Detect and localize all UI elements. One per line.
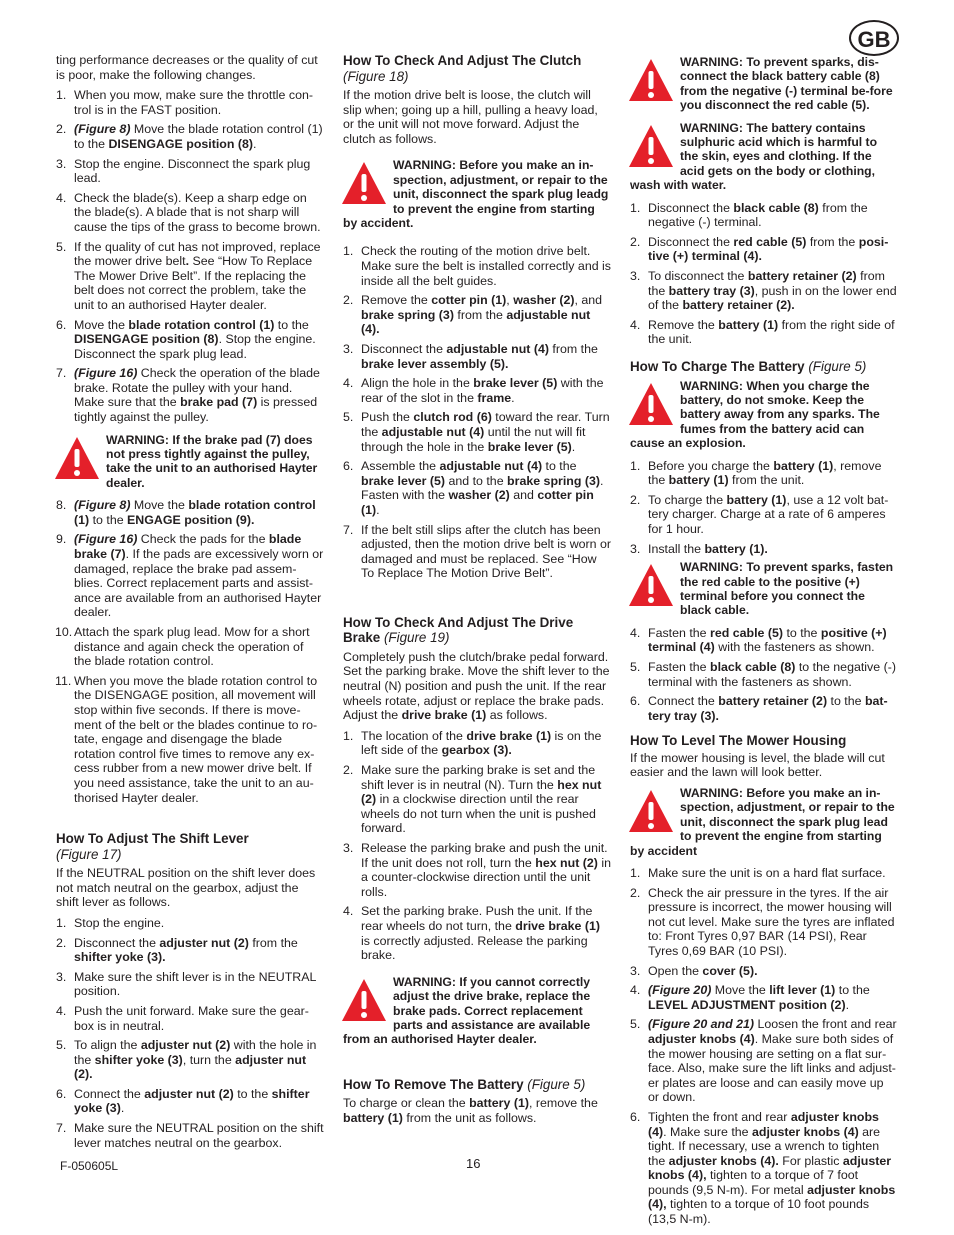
warning-icon — [628, 788, 674, 834]
list-item: 6. Connect the adjuster nut (2) to the shifter yoke (3). — [56, 1086, 310, 1116]
list-item: 1. When you mow, make sure the throttle con-trol is in the FAST position. — [56, 88, 313, 117]
warning-icon — [341, 977, 387, 1023]
list-item: 3. Install the battery (1). — [630, 541, 768, 556]
list-item: 4. Fasten the red cable (5) to the positive (+) terminal (4) with the fasteners as shown. — [630, 625, 887, 655]
list-item: 3. Make sure the shift lever is in the NEUTRAL position. — [56, 969, 316, 999]
list-item: 5. Fasten the black cable (8) to the negative (-) terminal with the fasteners as shown. — [630, 659, 896, 689]
column-3 — [630, 53, 898, 1235]
list-item: 3. Stop the engine. Disconnect the spark plug lead. — [56, 156, 311, 186]
list-item: 4. Check the blade(s). Keep a sharp edge on the blade(s). A blade that is not sharp will cause the tips of the grass to become brown. — [56, 190, 321, 234]
list-item: 6. Move the blade rotation control (1) to the DISENGAGE position (8). Stop the engine. Disconnect the spark plug lead. — [56, 317, 316, 361]
brake-steps — [56, 498, 324, 805]
warning-icon — [341, 160, 387, 206]
paragraph: Completely push the clutch/brake pedal forward. Set the parking brake. Move the shift lever to the neutral (N) position and push the unit. If the rear wheels rotate, adjust or replace the brake pads. Adjust the drive brake (1) as follows. — [343, 649, 610, 723]
section-heading: How To Level The Mower Housing — [630, 733, 847, 749]
section-heading: How To Charge The Battery (Figure 5) — [630, 359, 867, 374]
language-badge: GB — [849, 20, 899, 56]
section-heading: How To Check And Adjust The Clutch (Figure 18) — [343, 53, 582, 84]
clutch-steps — [343, 244, 611, 580]
drive-brake-steps — [343, 729, 611, 963]
list-item: 5. To align the adjuster nut (2) with the hole in the shifter yoke (3), turn the adjuster nut (2). — [56, 1038, 317, 1082]
paragraph: To charge or clean the battery (1), remove the battery (1) from the unit as follows. — [343, 1096, 598, 1125]
list-item: 7. If the belt still slips after the clutch has been adjusted, then the motion drive belt is worn or damaged and must be replaced. See “How To Replace The Motion Drive Belt”. — [343, 522, 612, 581]
list-item: 7. Make sure the NEUTRAL position on the shift lever matches neutral on the gearbox. — [56, 1121, 324, 1150]
list-item: 3. Disconnect the adjustable nut (4) from the brake lever assembly (5). — [343, 341, 598, 371]
column-1 — [56, 53, 324, 1158]
list-item: 2. (Figure 8) Move the blade rotation control (1) to the DISENGAGE position (8). — [56, 122, 323, 151]
section-heading: How To Adjust The Shift Lever (Figure 17) — [56, 831, 249, 862]
list-item: 3. To disconnect the battery retainer (2) from the battery tray (3), push in on the lower end of the battery retainer (2). — [630, 269, 897, 313]
warning-icon — [628, 562, 674, 608]
list-item: 1. Before you charge the battery (1), remove the battery (1) from the unit. — [630, 458, 882, 488]
list-item: 4. Align the hole in the brake lever (5) with the rear of the slot in the frame. — [343, 376, 604, 405]
warning-drive-brake: WARNING: If you cannot correctly adjust the drive brake, replace the brake pads. Correct replacement parts and assistance are available from an authorised Hayter dealer. — [343, 974, 591, 1047]
warning-spark-plug: WARNING: Before you make an in-spection, adjustment, or repair to the unit, disconnect the spark plug leadg to prevent the engine from starting by accident. — [343, 158, 609, 230]
warning-icon — [628, 123, 674, 169]
level-housing-steps — [630, 866, 898, 1227]
list-item: 2. Make sure the parking brake is set and the shift lever is in neutral (N). Turn the hex nut (2) in a clockwise direction until the rear wheels do not turn when the unit is pushed forward. — [343, 763, 602, 836]
list-item: 3. Open the cover (5). — [630, 963, 758, 978]
list-item: 6. Tighten the front and rear adjuster knobs (4). Make sure the adjuster knobs (4) are tight. If necessary, use a wrench to tighten the adjuster knobs (4). For plastic adjuster knobs (4), tighten to a torque of 7 foot pounds (9,5 N-m). For metal adjuster knobs (4), tighten to a torque of 10 foot pounds (13,5 N-m). — [630, 1109, 896, 1227]
list-item: 5. (Figure 20 and 21) Loosen the front and rear adjuster knobs (4). Make sure both sides of the mower housing are setting on a flat sur-face. Also, make sure the lift links and adjust-er plates are loose and can easily move up or down. — [630, 1017, 897, 1105]
list-item: 2. Disconnect the adjuster nut (2) from the shifter yoke (3). — [56, 935, 298, 965]
document-code: F-050605L — [60, 1159, 119, 1173]
install-battery-steps — [630, 626, 898, 724]
warning-battery-cable: WARNING: To prevent sparks, dis-connect the black battery cable (8) from the negative (-) terminal be-fore you disconnect the red cable (5). — [630, 55, 898, 113]
list-item: 1. Check the routing of the motion drive belt. Make sure the belt is installed correctly and is inside all the belt guides. — [343, 244, 611, 288]
warning-battery-acid: WARNING: The battery contains sulphuric acid which is harmful to the skin, eyes and clothing. If the acid gets on the body or clothing, wash with water. — [630, 120, 878, 193]
paragraph: If the NEUTRAL position on the shift lever does not match neutral on the gearbox, adjust the shift lever as follows. — [56, 866, 316, 910]
intro-text: ting performance decreases or the quality of cut is poor, make the following changes. — [56, 53, 318, 82]
list-item: 3. Release the parking brake and push the unit. If the unit does not roll, turn the hex nut (2) in a counter-clockwise direction until the unit rolls. — [343, 841, 612, 899]
paragraph: If the motion drive belt is loose, the clutch will slip when; going up a hill, pulling a heavy load, or the unit will not move forward. Adjust the clutch as follows. — [343, 88, 598, 146]
remove-battery-steps — [630, 201, 898, 347]
warning-icon — [54, 435, 100, 481]
section-heading: How To Check And Adjust The Drive Brake (Figure 19) — [343, 614, 574, 646]
list-item: 6. Assemble the adjustable nut (4) to the brake lever (5) and to the brake spring (3). Fasten with the washer (2) and cotter pin (1). — [343, 459, 604, 517]
list-item: 2. Disconnect the red cable (5) from the posi-tive (+) terminal (4). — [630, 234, 889, 264]
list-item: 1. The location of the drive brake (1) is on the left side of the gearbox (3). — [343, 728, 602, 758]
list-item: 2. Remove the cotter pin (1), washer (2), and brake spring (3) from the adjustable nut (4). — [343, 293, 603, 337]
list-item: 1. Disconnect the black cable (8) from the negative (-) terminal. — [630, 200, 868, 230]
warning-brake-pad: WARNING: If the brake pad (7) does not press tightly against the pulley, take the unit to an authorised Hayter dealer. — [56, 433, 324, 491]
list-item: 9. (Figure 16) Check the pads for the blade brake (7). If the pads are excessively worn or damaged, replace the brake pad assem-blies. Correct replacement parts and assist-ance are available from an authorised Hayter dealer. — [56, 532, 324, 620]
list-item: 4. Push the unit forward. Make sure the gear-box is in neutral. — [56, 1003, 309, 1033]
list-item: 2. To charge the battery (1), use a 12 volt bat-tery charger. Charge at a rate of 6 amperes for 1 hour. — [630, 492, 889, 536]
list-item: 2. Check the air pressure in the tyres. If the air pressure is incorrect, the mower housing will not cut level. Make sure the tyres are inflated to: Front Tyres 0,97 BAR (14 PSI), Rear Tyres 0,69 BAR (10 PSI). — [630, 885, 895, 958]
paragraph: If the mower housing is level, the blade will cut easier and the lawn will look better. — [630, 750, 885, 780]
warning-icon — [628, 57, 674, 103]
list-item: 8. (Figure 8) Move the blade rotation control (1) to the ENGAGE position (9). — [56, 498, 316, 527]
list-item: 11. When you move the blade rotation control to the DISENGAGE position, all movement will stop within five seconds. If there is move-ment of the belt or the blades continue to ro-tate, engage and disengage the blade rotation control five times to remove any ex-cess rubber from a new mower drive belt. If you need assistance, take the unit to an au-thorised Hayter dealer. — [55, 673, 318, 805]
list-item: 4. Set the parking brake. Push the unit. If the rear wheels do not turn, the drive brake (1) is correctly adjusted. Release the parking brake. — [343, 904, 601, 963]
list-item: 4. (Figure 20) Move the lift lever (1) to the LEVEL ADJUSTMENT position (2). — [630, 983, 870, 1012]
cut-quality-steps — [56, 88, 324, 424]
list-item: 10. Attach the spark plug lead. Mow for a short distance and again check the operation of the blade rotation control. — [55, 625, 310, 669]
column-2 — [343, 53, 611, 1131]
list-item: 5. If the quality of cut has not improved, replace the mower drive belt. See “How To Replace The Mower Drive Belt”. If the replacing the belt does not correct the problem, take the unit to an authorised Hayter dealer. — [56, 239, 321, 312]
list-item: 4. Remove the battery (1) from the right side of the unit. — [630, 317, 895, 347]
warning-level-spark-plug: WARNING: Before you make an in-spection, adjustment, or repair to the unit, disconnect the spark plug lead to prevent the engine from starting by accident — [630, 785, 895, 858]
warning-charge: WARNING: When you charge the battery, do not smoke. Keep the battery away from any sparks. The fumes from the battery acid can cause an explosion. — [630, 378, 880, 451]
list-item: 6. Connect the battery retainer (2) to the bat-tery tray (3). — [630, 694, 888, 723]
list-item: 1. Stop the engine. — [56, 915, 165, 930]
shift-lever-steps — [56, 916, 324, 1150]
page-number: 16 — [466, 1156, 481, 1171]
list-item: 7. (Figure 16) Check the operation of the blade brake. Rotate the pulley with your hand. Make sure that the brake pad (7) is pressed tightly against the pulley. — [56, 366, 320, 425]
warning-fasten-cable: WARNING: To prevent sparks, fasten the red cable to the positive (+) terminal before you connect the black cable. — [630, 560, 898, 618]
list-item: 5. Push the clutch rod (6) toward the rear. Turn the adjustable nut (4) until the nut will fit through the hole in the brake lever (5). — [343, 410, 610, 454]
list-item: 1. Make sure the unit is on a hard flat surface. — [630, 866, 886, 880]
section-heading: How To Remove The Battery (Figure 5) — [343, 1076, 586, 1092]
charge-battery-steps — [630, 459, 898, 557]
warning-icon — [628, 381, 674, 427]
